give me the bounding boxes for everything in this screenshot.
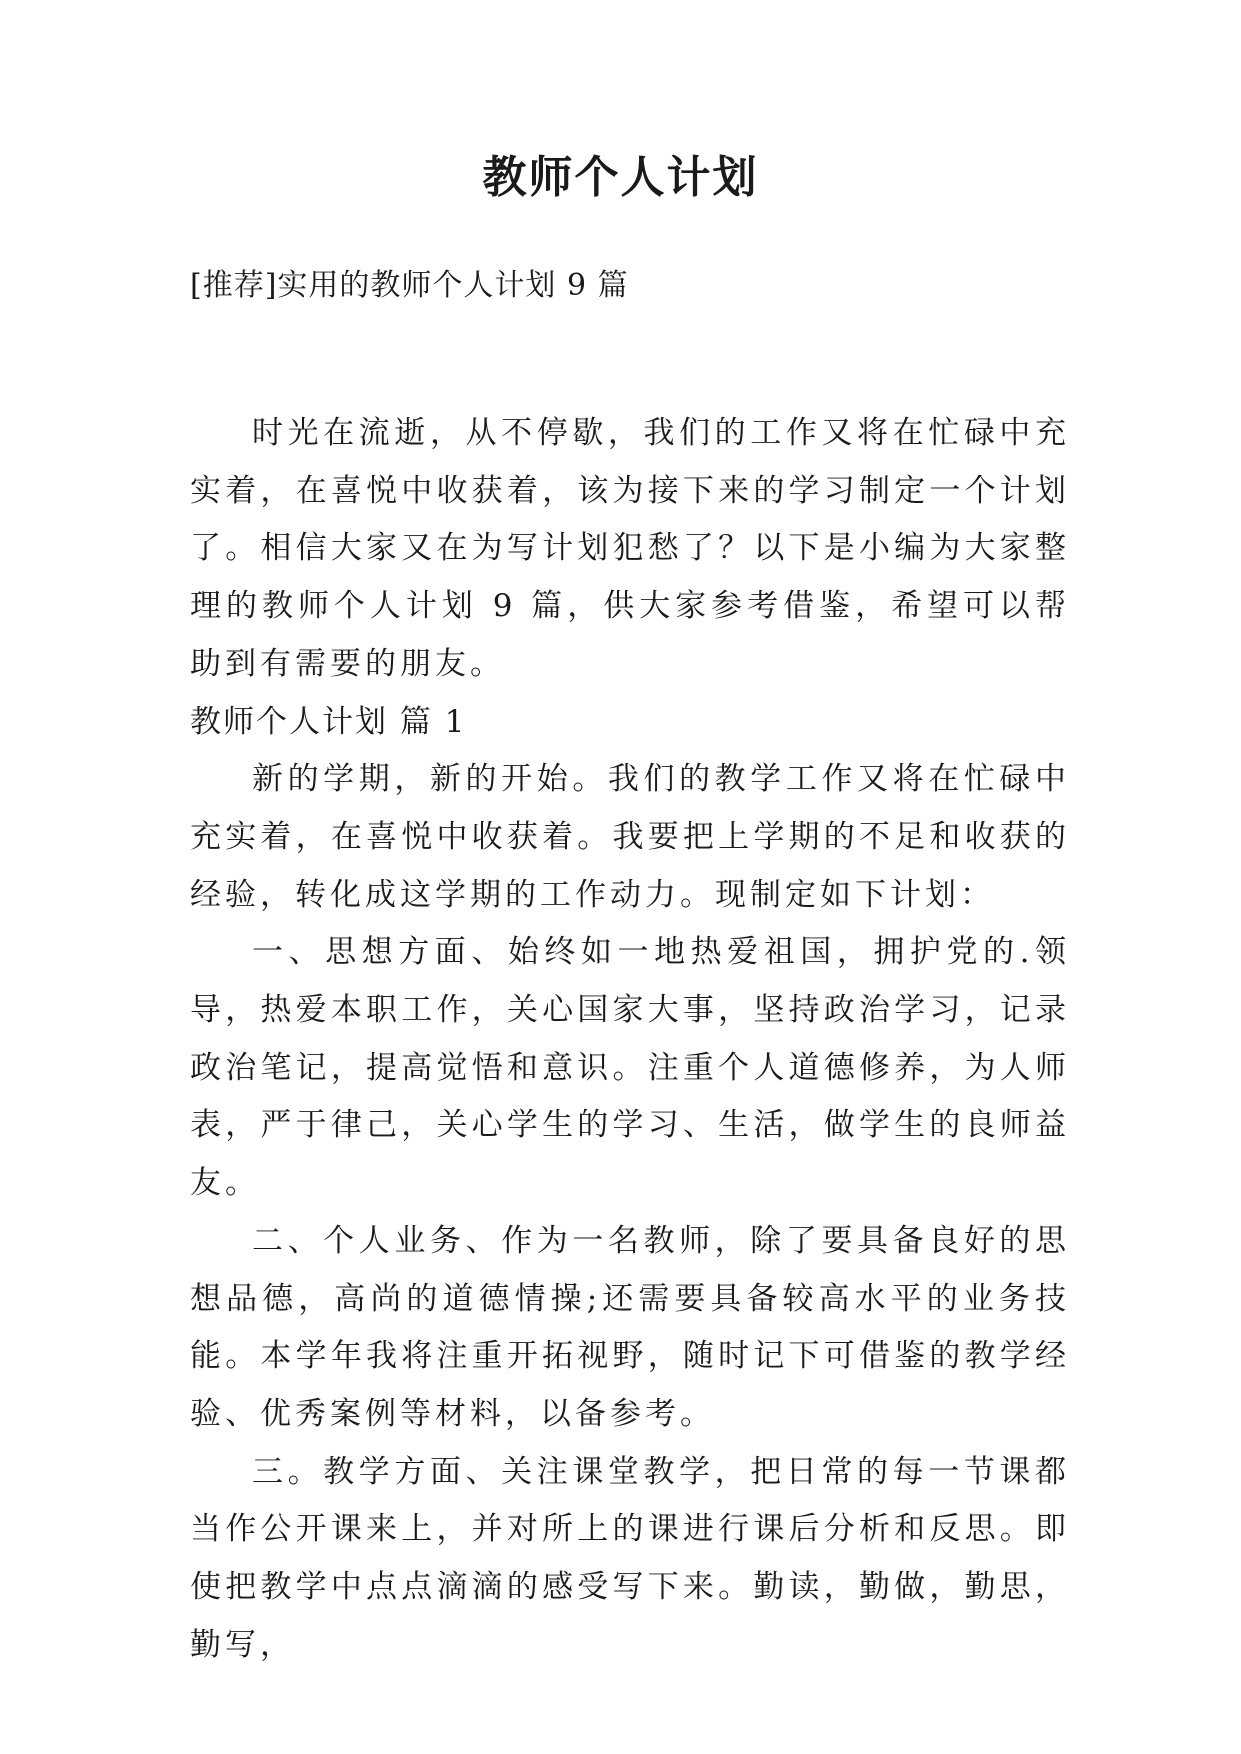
intro-paragraph: 时光在流逝，从不停歇，我们的工作又将在忙碌中充实着，在喜悦中收获着，该为接下来的学习制定一个计划了。相信大家又在为写计划犯愁了？以下是小编为大家整理的教师个人计划 9 篇，供大家参考借鉴，希望可以帮助到有需要的朋友。 xyxy=(190,415,1070,682)
body-paragraph: 一、思想方面、始终如一地热爱祖国，拥护党的.领导，热爱本职工作，关心国家大事，坚持政治学习，记录政治笔记，提高觉悟和意识。注重个人道德修养，为人师表，严于律己，关心学生的学习、生活，做学生的良师益友。 xyxy=(190,934,1070,1202)
body-paragraph: 二、个人业务、作为一名教师，除了要具备良好的思想品德，高尚的道德情操;还需要具备较高水平的业务技能。本学年我将注重开拓视野，随时记下可借鉴的教学经验、优秀案例等材料，以备参考。 xyxy=(190,1222,1070,1432)
document-title: 教师个人计划 xyxy=(482,152,759,203)
section-heading: 教师个人计划 篇 1 xyxy=(190,703,467,740)
body-paragraph: 三。教学方面、关注课堂教学，把日常的每一节课都当作公开课来上，并对所上的课进行课后分析和反思。即使把教学中点点滴滴的感受写下来。勤读，勤做，勤思，勤写， xyxy=(190,1453,1070,1663)
body-paragraph: 新的学期，新的开始。我们的教学工作又将在忙碌中充实着，在喜悦中收获着。我要把上学期的不足和收获的经验，转化成这学期的工作动力。现制定如下计划： xyxy=(190,761,1070,913)
document-subtitle: [推荐]实用的教师个人计划 9 篇 xyxy=(190,268,629,303)
document-body xyxy=(190,405,1070,1674)
